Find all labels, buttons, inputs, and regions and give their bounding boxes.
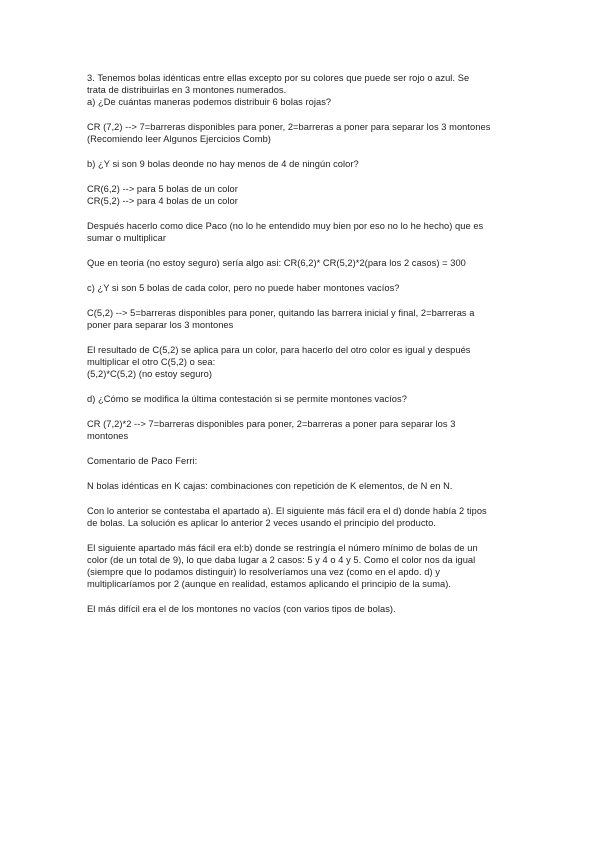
question-d: d) ¿Cómo se modifica la última contestación si se permite montones vacíos?	[87, 394, 407, 404]
comment-c: El más difícil era el de los montones no vacíos (con varios tipos de bolas).	[87, 604, 396, 614]
answer-b-formulas: CR(6,2) --> para 5 bolas de un color CR(5,2) --> para 4 bolas de un color	[87, 184, 238, 206]
question-c: c) ¿Y si son 5 bolas de cada color, pero no puede haber montones vacíos?	[87, 283, 400, 293]
question-b: b) ¿Y si son 9 bolas deonde no hay menos de 4 de ningún color?	[87, 159, 359, 169]
answer-a: CR (7,2) --> 7=barreras disponibles para poner, 2=barreras a poner para separar los 3 montones (Recomiendo leer Algunos Ejercicios Comb)	[87, 122, 491, 144]
problem-statement-a: 3. Tenemos bolas idénticas entre ellas excepto por su colores que puede ser rojo o azul. Se trata de distribuirlas en 3 montones numerados. a) ¿De cuántas maneras podemos distribuir 6 bolas rojas?	[87, 73, 470, 107]
answer-d: CR (7,2)*2 --> 7=barreras disponibles para poner, 2=barreras a poner para separar los 3 montones	[87, 419, 456, 441]
comment-a-d: Con lo anterior se contestaba el apartado a). El siguiente más fácil era el d) donde había 2 tipos de bolas. La solución es aplicar lo anterior 2 veces usando el principio del producto.	[87, 506, 487, 528]
answer-c-note: El resultado de C(5,2) se aplica para un color, para hacerlo del otro color es igual y después multiplicar el otro C(5,2) o sea: (5,2)*C(5,2) (no estoy seguro)	[87, 345, 471, 379]
answer-b-note: Después hacerlo como dice Paco (no lo he entendido muy bien por eso no lo he hecho) que es sumar o multiplicar	[87, 221, 484, 243]
answer-b-result: Que en teoria (no estoy seguro) sería algo asi: CR(6,2)* CR(5,2)*2(para los 2 casos) = 300	[87, 258, 466, 268]
comment-rule: N bolas idénticas en K cajas: combinaciones con repetición de K elementos, de N en N.	[87, 481, 453, 491]
comment-b: El siguiente apartado más fácil era el:b) donde se restringía el número mínimo de bolas de un color (de un total de 9), lo que daba lugar a 2 casos: 5 y 4 o 4 y 5. Como el color nos da igual (siempre que lo podamos distinguir) lo resolveríamos una vez (como en el apdo. d) y multiplicaríamos por 2 (aunque en realidad, estamos aplicando el principio de la suma).	[87, 543, 478, 589]
answer-c: C(5,2) --> 5=barreras disponibles para poner, quitando las barrera inicial y final, 2=barreras a poner para separar los 3 montones	[87, 308, 475, 330]
comment-heading: Comentario de Paco Ferri:	[87, 456, 198, 466]
